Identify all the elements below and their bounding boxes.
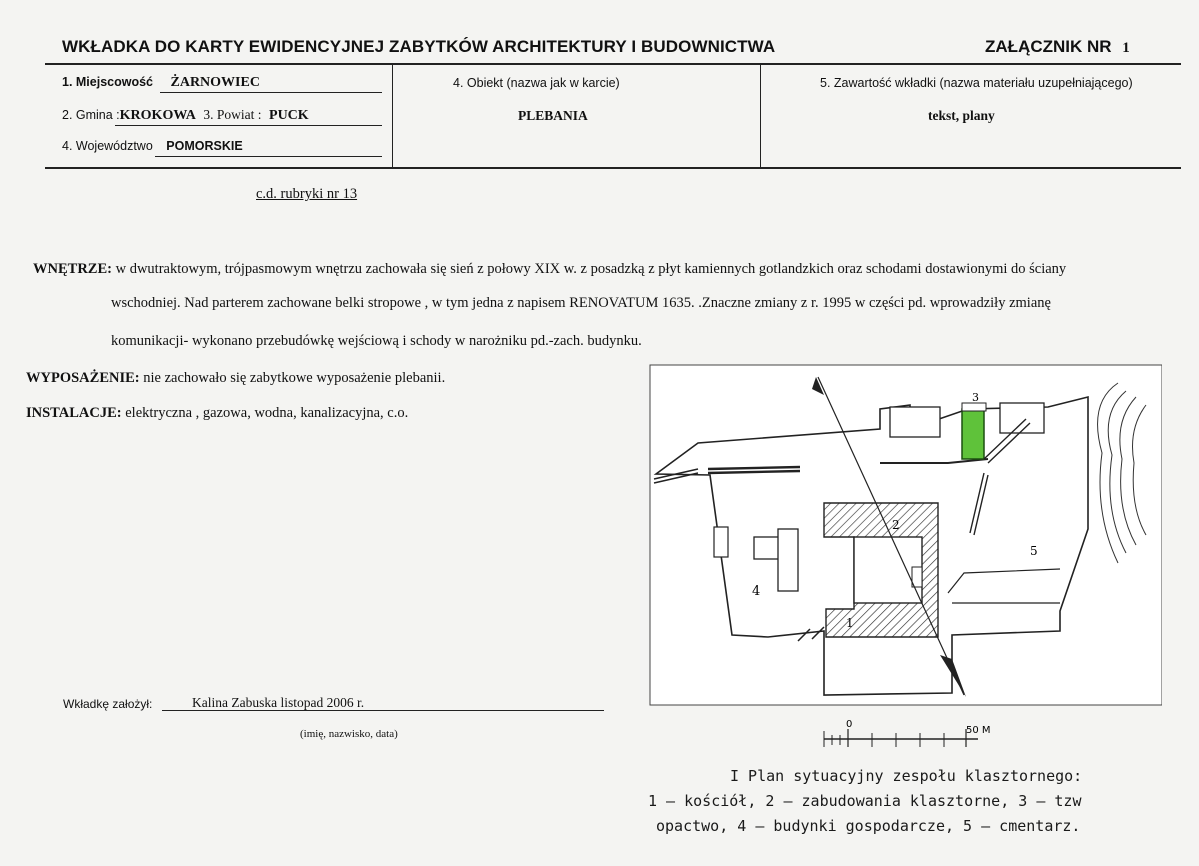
author-underline [162, 710, 604, 711]
plan-caption-line-3: opactwo, 4 — budynki gospodarcze, 5 — cmentarz. [656, 817, 1081, 835]
equipment-heading: WYPOSAŻENIE: [26, 370, 140, 386]
plan-caption-line-1: I Plan sytuacyjny zespołu klasztornego: [730, 767, 1083, 785]
annex-label-text: ZAŁĄCZNIK NR [985, 37, 1112, 56]
installations-text: elektryczna , gazowa, wodna, kanalizacyjna, c.o. [125, 405, 409, 421]
equipment-line [26, 371, 445, 386]
scale-end: 50 M [966, 725, 991, 736]
scale-bar [824, 719, 991, 747]
locality-value: ŻARNOWIEC [170, 75, 260, 90]
interior-line-1 [33, 262, 1066, 277]
contents-value: tekst, plany [928, 108, 995, 123]
plan-abbey-roof [962, 403, 986, 411]
author-value: Kalina Zabuska listopad 2006 r. [192, 695, 365, 710]
installations-line [26, 406, 408, 421]
plan-label-5: 5 [1030, 544, 1038, 558]
plan-label-2: 2 [892, 518, 900, 532]
document-title: WKŁADKA DO KARTY EWIDENCYJNEJ ZABYTKÓW ARCHITEKTURY I BUDOWNICTWA [62, 37, 776, 56]
plan-building-north [890, 407, 940, 437]
plan-caption-line-2: 1 — kościół, 2 — zabudowania klasztorne, 3 — tzw [648, 792, 1082, 810]
locality-field [62, 75, 260, 91]
commune-county-field [62, 107, 309, 124]
county-value: PUCK [269, 108, 309, 123]
voivodeship-underline [155, 156, 382, 157]
column-divider-2 [760, 63, 761, 167]
plan-label-3: 3 [972, 391, 979, 404]
voivodeship-field [62, 139, 243, 153]
plan-abbey-highlight [962, 409, 984, 459]
interior-line-2: wschodniej. Nad parterem zachowane belki stropowe , w tym jedna z napisem RENOVATUM 1635. .Znaczne zmiany z r. 1995 w części pd. wprowadziły zmianę [111, 295, 1051, 311]
interior-line-3: komunikacji- wykonano przebudówkę wejściową i schody w narożniku pd.-zach. budynku. [111, 333, 642, 349]
table-top-rule [45, 63, 1181, 65]
interior-text-1: w dwutraktowym, trójpasmowym wnętrzu zachowała się sień z połowy XIX w. z posadzką z płyt kamiennych gotlandzkich oraz schodami dostawionymi do ściany [115, 261, 1067, 277]
county-label: 3. Powiat : [203, 107, 262, 122]
plan-farm-building-3 [714, 527, 728, 557]
plan-label-4: 4 [752, 584, 761, 599]
plan-farm-building-2 [778, 529, 798, 591]
author-label: Wkładkę założył: [63, 697, 153, 711]
scale-start: 0 [846, 719, 853, 730]
column-divider-1 [392, 63, 393, 167]
author-hint: (imię, nazwisko, data) [300, 728, 398, 740]
commune-label: 2. Gmina : [62, 108, 120, 122]
installations-heading: INSTALACJE: [26, 405, 122, 421]
commune-value: KROKOWA [119, 108, 196, 123]
locality-underline [160, 92, 382, 93]
continuation-note: c.d. rubryki nr 13 [256, 186, 358, 202]
voivodeship-label: 4. Województwo [62, 139, 153, 153]
object-value: PLEBANIA [518, 108, 588, 123]
voivodeship-value: POMORSKIE [166, 139, 243, 153]
plan-building-ne [1000, 403, 1044, 433]
annex-number: 1 [1122, 40, 1130, 56]
plan-farm-building-1 [754, 537, 780, 559]
commune-underline [115, 125, 382, 126]
contents-label: 5. Zawartość wkładki (nazwa materiału uzupełniającego) [820, 76, 1133, 90]
annex-label [985, 37, 1130, 57]
plan-label-1: 1 [846, 616, 854, 630]
equipment-text: nie zachowało się zabytkowe wyposażenie plebanii. [143, 370, 446, 386]
interior-heading: WNĘTRZE: [33, 261, 112, 277]
object-label: 4. Obiekt (nazwa jak w karcie) [453, 76, 620, 90]
locality-label: 1. Miejscowość [62, 75, 154, 89]
table-bottom-rule [45, 167, 1181, 169]
